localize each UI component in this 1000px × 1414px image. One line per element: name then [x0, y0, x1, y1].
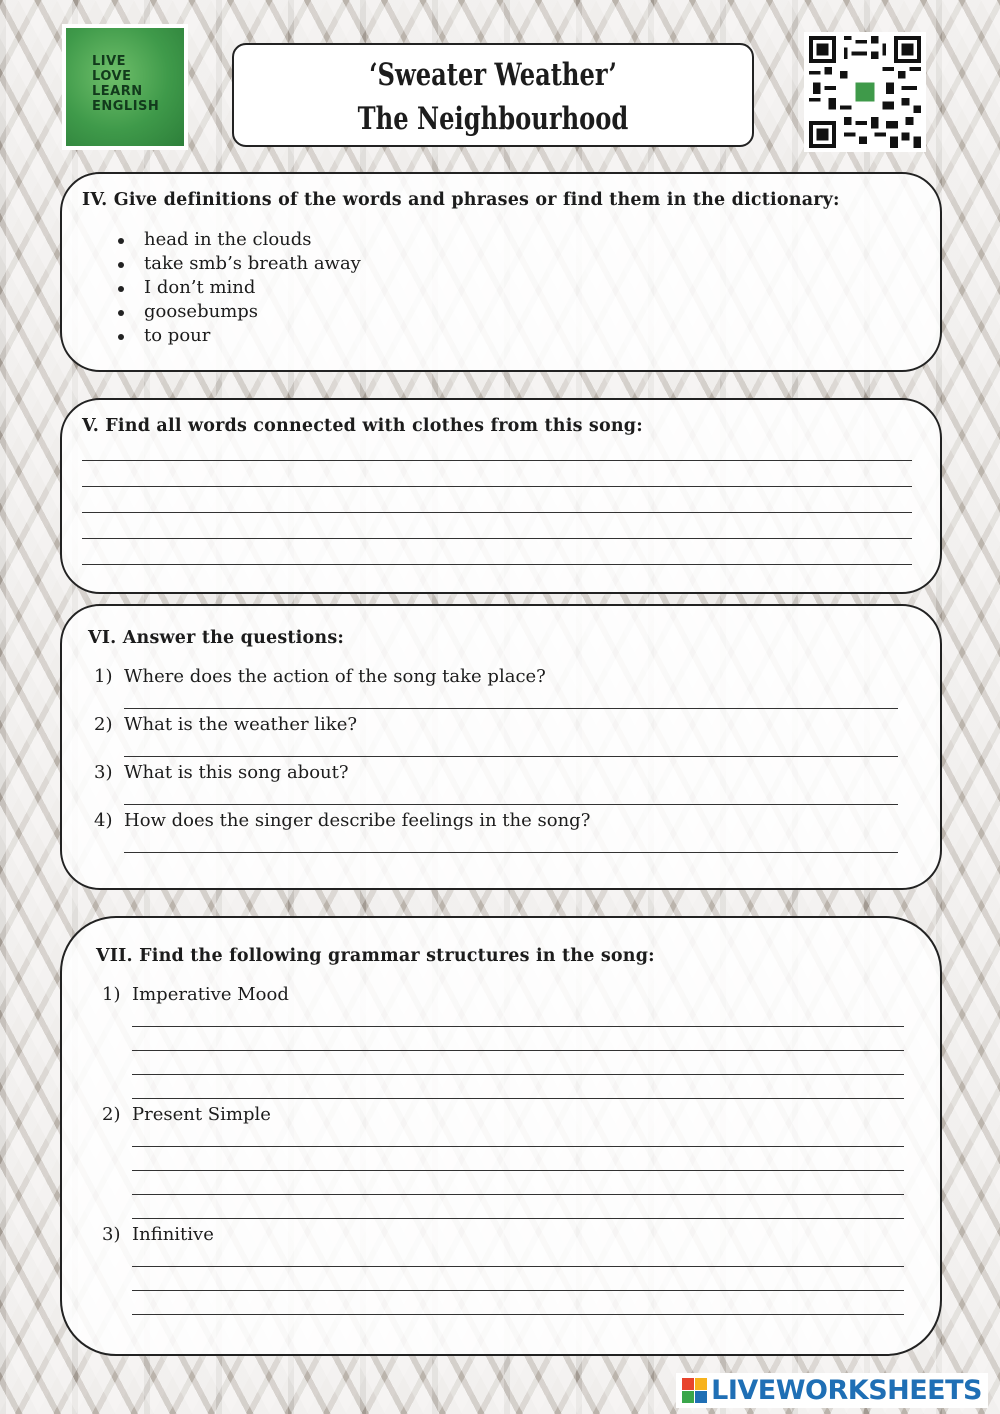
question-item: [94, 714, 357, 735]
answer-line[interactable]: [132, 1098, 904, 1099]
answer-line[interactable]: [132, 1290, 904, 1291]
answer-line[interactable]: [132, 1026, 904, 1027]
title-box: [232, 43, 754, 147]
section-heading: IV. Give definitions of the words and phrases or find them in the dictionary:: [82, 190, 840, 210]
logo-line: ENGLISH: [92, 99, 160, 114]
answer-line[interactable]: [132, 1314, 904, 1315]
question-number: 1): [94, 666, 113, 687]
section-heading: VII. Find the following grammar structures in the song:: [96, 946, 655, 966]
band-name: The Neighbourhood: [357, 101, 629, 137]
answer-line[interactable]: [132, 1218, 904, 1219]
liveworksheets-brand: LIVEWORKSHEETS: [711, 1375, 982, 1406]
icon-square: [682, 1378, 694, 1390]
answer-line[interactable]: [82, 460, 912, 461]
grammar-item: [102, 1104, 271, 1125]
answer-line[interactable]: [132, 1194, 904, 1195]
icon-square: [695, 1391, 707, 1403]
answer-line[interactable]: [82, 538, 912, 539]
item-number: 3): [102, 1224, 121, 1245]
list-item: I don’t mind: [112, 276, 361, 300]
answer-line[interactable]: [132, 1170, 904, 1171]
grammar-item: [102, 984, 289, 1005]
item-number: 1): [102, 984, 121, 1005]
list-item: head in the clouds: [112, 228, 361, 252]
icon-square: [682, 1391, 694, 1403]
question-item: [94, 810, 590, 831]
question-text: What is the weather like?: [124, 714, 358, 735]
list-item: to pour: [112, 324, 361, 348]
answer-line[interactable]: [132, 1146, 904, 1147]
logo-line: LEARN: [92, 84, 143, 99]
answer-line[interactable]: [124, 804, 898, 805]
section-heading: VI. Answer the questions:: [88, 628, 345, 648]
item-text: Imperative Mood: [132, 984, 289, 1005]
grammar-item: [102, 1224, 214, 1245]
section-questions: [60, 604, 942, 890]
question-text: What is this song about?: [124, 762, 349, 783]
answer-line[interactable]: [124, 756, 898, 757]
answer-line[interactable]: [132, 1266, 904, 1267]
question-number: 4): [94, 810, 113, 831]
song-title: ‘Sweater Weather’: [369, 57, 617, 93]
liveworksheets-icon: [682, 1378, 707, 1403]
question-number: 3): [94, 762, 113, 783]
answer-line[interactable]: [132, 1050, 904, 1051]
section-definitions: [60, 172, 942, 372]
item-number: 2): [102, 1104, 121, 1125]
section-grammar: [60, 916, 942, 1356]
question-number: 2): [94, 714, 113, 735]
live-love-learn-english-logo: [62, 24, 188, 150]
list-item: take smb’s breath away: [112, 252, 361, 276]
question-text: Where does the action of the song take place?: [124, 666, 546, 687]
icon-square: [695, 1378, 707, 1390]
liveworksheets-logo: [676, 1373, 988, 1408]
logo-line: LOVE: [92, 69, 132, 84]
qr-code-icon: [804, 32, 926, 152]
question-item: [94, 762, 349, 783]
list-item: goosebumps: [112, 300, 361, 324]
answer-line[interactable]: [124, 708, 898, 709]
answer-line[interactable]: [132, 1074, 904, 1075]
section-heading: V. Find all words connected with clothes from this song:: [82, 416, 643, 436]
answer-line[interactable]: [82, 512, 912, 513]
item-text: Infinitive: [132, 1224, 214, 1245]
section-clothes-words: [60, 398, 942, 594]
question-item: [94, 666, 546, 687]
item-text: Present Simple: [132, 1104, 271, 1125]
logo-line: LIVE: [92, 54, 127, 69]
question-text: How does the singer describe feelings in the song?: [124, 810, 591, 831]
answer-line[interactable]: [82, 486, 912, 487]
answer-line[interactable]: [124, 852, 898, 853]
answer-line[interactable]: [82, 564, 912, 565]
vocabulary-list: [112, 228, 361, 348]
